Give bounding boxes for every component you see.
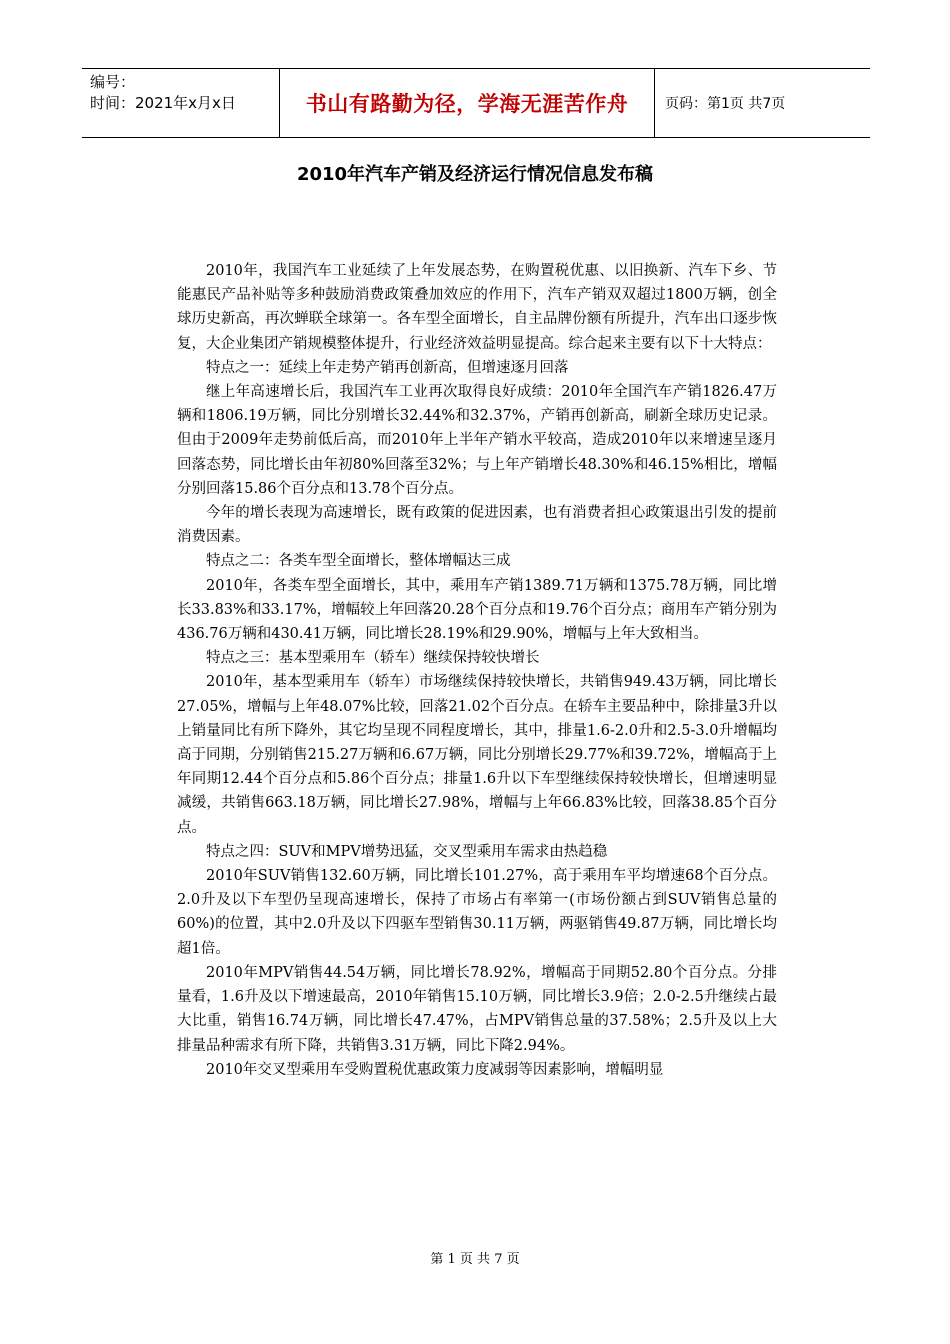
paragraph: 继上年高速增长后，我国汽车工业再次取得良好成绩：2010年全国汽车产销1826.47万辆和1806.19万辆，同比分别增长32.44%和32.37%，产销再创新高，刷新全球历史记录。但由于2009年走势前低后高，而2010年上半年产销水平较高，造成2010年以来增速呈逐月回落态势，同比增长由年初80%回落至32%；与上年产销增长48.30%和46.15%相比，增幅分别回落15.86个百分点和13.78个百分点。 [177,384,777,497]
number-label: 编号： [90,73,136,91]
section-heading: 特点之二：各类车型全面增长，整体增幅达三成 [206,553,511,570]
time-label: 时间：2021年x月x日 [90,94,236,112]
paragraph: 2010年SUV销售132.60万辆，同比增长101.27%，高于乘用车平均增速68个百分点。2.0升及以下车型仍呈现高速增长，保持了市场占有率第一(市场份额占到SUV销售总量的60%)的位置，其中2.0升及以下四驱车型销售30.11万辆，两驱销售49.87万辆，同比增长均超1倍。 [177,868,777,957]
paragraph: 2010年交叉型乘用车受购置税优惠政策力度减弱等因素影响，增幅明显 [206,1061,664,1078]
section-heading: 特点之一：延续上年走势产销再创新高，但增速逐月回落 [206,359,569,376]
document-title: 2010年汽车产销及经济运行情况信息发布稿 [296,164,654,185]
header-motto: 书山有路勤为径，学海无涯苦作舟 [280,69,655,137]
header-meta [82,69,280,137]
section-heading: 特点之三：基本型乘用车（轿车）继续保持较快增长 [206,650,540,667]
header-page-info: 页码：第1页 共7页 [665,96,786,112]
document-body [177,259,777,1082]
paragraph: 2010年，各类车型全面增长，其中，乘用车产销1389.71万辆和1375.78万辆，同比增长33.83%和33.17%，增幅较上年回落20.28个百分点和19.76个百分点；商用车产销分别为436.76万辆和430.41万辆，同比增长28.19%和29.90%，增幅与上年大致相当。 [177,577,777,643]
section-heading: 特点之四：SUV和MPV增势迅猛，交叉型乘用车需求由热趋稳 [206,843,608,860]
document-header [82,68,870,138]
paragraph: 2010年，我国汽车工业延续了上年发展态势，在购置税优惠、以旧换新、汽车下乡、节能惠民产品补贴等多种鼓励消费政策叠加效应的作用下，汽车产销双双超过1800万辆，创全球历史新高，再次蝉联全球第一。各车型全面增长，自主品牌份额有所提升，汽车出口逐步恢复，大企业集团产销规模整体提升，行业经济效益明显提高。综合起来主要有以下十大特点： [177,263,777,352]
paragraph: 2010年，基本型乘用车（轿车）市场继续保持较快增长，共销售949.43万辆，同比增长27.05%，增幅与上年48.07%比较，回落21.02个百分点。在轿车主要品种中，除排量3升以上销量同比有所下降外，其它均呈现不同程度增长，其中，排量1.6-2.0升和2.5-3.0升增幅均高于同期，分别销售215.27万辆和6.67万辆，同比分别增长29.77%和39.72%，增幅高于上年同期12.44个百分点和5.86个百分点；排量1.6升以下车型继续保持较快增长，但增速明显减缓，共销售663.18万辆，同比增长27.98%，增幅与上年66.83%比较，回落38.85个百分点。 [177,674,777,836]
paragraph: 今年的增长表现为高速增长，既有政策的促进因素，也有消费者担心政策退出引发的提前消费因素。 [177,505,777,546]
paragraph: 2010年MPV销售44.54万辆，同比增长78.92%，增幅高于同期52.80个百分点。分排量看，1.6升及以下增速最高，2010年销售15.10万辆，同比增长3.9倍；2.0-2.5升继续占最大比重，销售16.74万辆，同比增长47.47%，占MPV销售总量的37.58%；2.5升及以上大排量品种需求有所下降，共销售3.31万辆，同比下降2.94%。 [177,964,777,1054]
page-footer: 第 1 页 共 7 页 [430,1252,520,1267]
